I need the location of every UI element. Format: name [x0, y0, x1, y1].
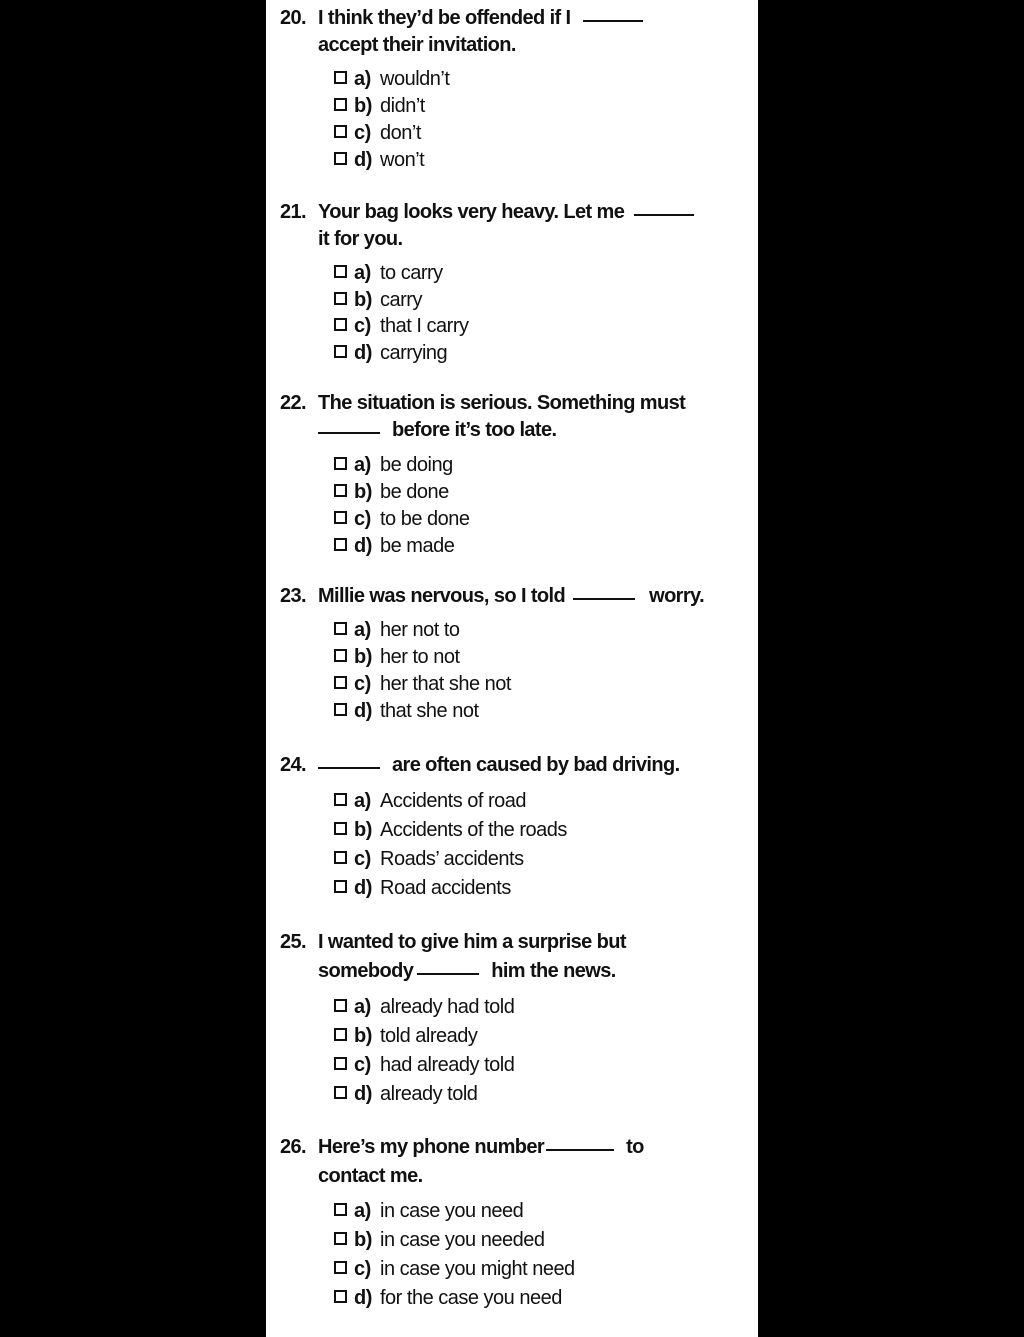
- question-number: 22.: [280, 392, 307, 414]
- question-line-2: it for you.: [318, 228, 403, 250]
- question-line-1: Your bag looks very heavy. Let me: [318, 198, 698, 226]
- checkbox[interactable]: [334, 152, 347, 165]
- checkbox[interactable]: [334, 999, 347, 1012]
- checkbox[interactable]: [334, 622, 347, 635]
- question-line-1: are often caused by bad driving.: [318, 751, 680, 779]
- question-number: 23.: [280, 585, 307, 607]
- checkbox[interactable]: [334, 1057, 347, 1070]
- checkbox[interactable]: [334, 703, 347, 716]
- answer-blank: [318, 432, 380, 434]
- checkbox[interactable]: [334, 880, 347, 893]
- checkbox[interactable]: [334, 98, 347, 111]
- answer-blank: [417, 973, 479, 975]
- question-number: 20.: [280, 7, 307, 29]
- checkbox[interactable]: [334, 793, 347, 806]
- question-line-2: somebody him the news.: [318, 960, 616, 982]
- checkbox[interactable]: [334, 1261, 347, 1274]
- checkbox[interactable]: [334, 345, 347, 358]
- answer-blank: [546, 1149, 614, 1151]
- checkbox[interactable]: [334, 318, 347, 331]
- checkbox[interactable]: [334, 649, 347, 662]
- worksheet-page: 20. I think they’d be offended if I accept their invitation. a) wouldn’t b) didn’t c) don’t d) won’t 21. Your bag looks very heavy. Let me it for you. a) to carry b) carry c) that I carry d) carrying 22. The situation is serious. Something must before it’s too late. a) be doing b) be done c) to be done d) be made 23. Millie was nervous, so I told worry. a) her not to b) her to not c) her that she not d) that she not 24. are often caused by bad driving. a) Accidents of road b) Accidents of the roads c) Roads’ accidents d) Road accidents 25. I wanted to give him a surprise but somebody him the news. a) already had told b) told already c) had already told d) already told 26. Here’s my phone number to contact me. a) in case you need b) in case you needed c) in case you might need d) for the case you need: [266, 0, 758, 1337]
- checkbox[interactable]: [334, 511, 347, 524]
- checkbox[interactable]: [334, 1290, 347, 1303]
- answer-blank: [573, 598, 635, 600]
- question-line-2: contact me.: [318, 1165, 423, 1187]
- question-line-2: accept their invitation.: [318, 34, 516, 56]
- question-line-1: Here’s my phone number to: [318, 1136, 644, 1158]
- checkbox[interactable]: [334, 822, 347, 835]
- answer-blank: [318, 767, 380, 769]
- question-line-1: The situation is serious. Something must: [318, 392, 686, 414]
- question-line-1: I think they’d be offended if I: [318, 4, 647, 32]
- question-number: 26.: [280, 1136, 307, 1158]
- checkbox[interactable]: [334, 125, 347, 138]
- checkbox[interactable]: [334, 265, 347, 278]
- checkbox[interactable]: [334, 851, 347, 864]
- checkbox[interactable]: [334, 457, 347, 470]
- checkbox[interactable]: [334, 1086, 347, 1099]
- checkbox[interactable]: [334, 1203, 347, 1216]
- checkbox[interactable]: [334, 71, 347, 84]
- checkbox[interactable]: [334, 292, 347, 305]
- checkbox[interactable]: [334, 484, 347, 497]
- checkbox[interactable]: [334, 1028, 347, 1041]
- answer-blank: [583, 20, 643, 22]
- question-number: 24.: [280, 754, 307, 776]
- question-number: 25.: [280, 931, 307, 953]
- checkbox[interactable]: [334, 538, 347, 551]
- checkbox[interactable]: [334, 676, 347, 689]
- question-line-1: Millie was nervous, so I told worry.: [318, 585, 705, 607]
- question-line-2: before it’s too late.: [318, 416, 556, 444]
- question-line-1: I wanted to give him a surprise but: [318, 931, 626, 953]
- checkbox[interactable]: [334, 1232, 347, 1245]
- question-number: 21.: [280, 201, 307, 223]
- answer-blank: [634, 214, 694, 216]
